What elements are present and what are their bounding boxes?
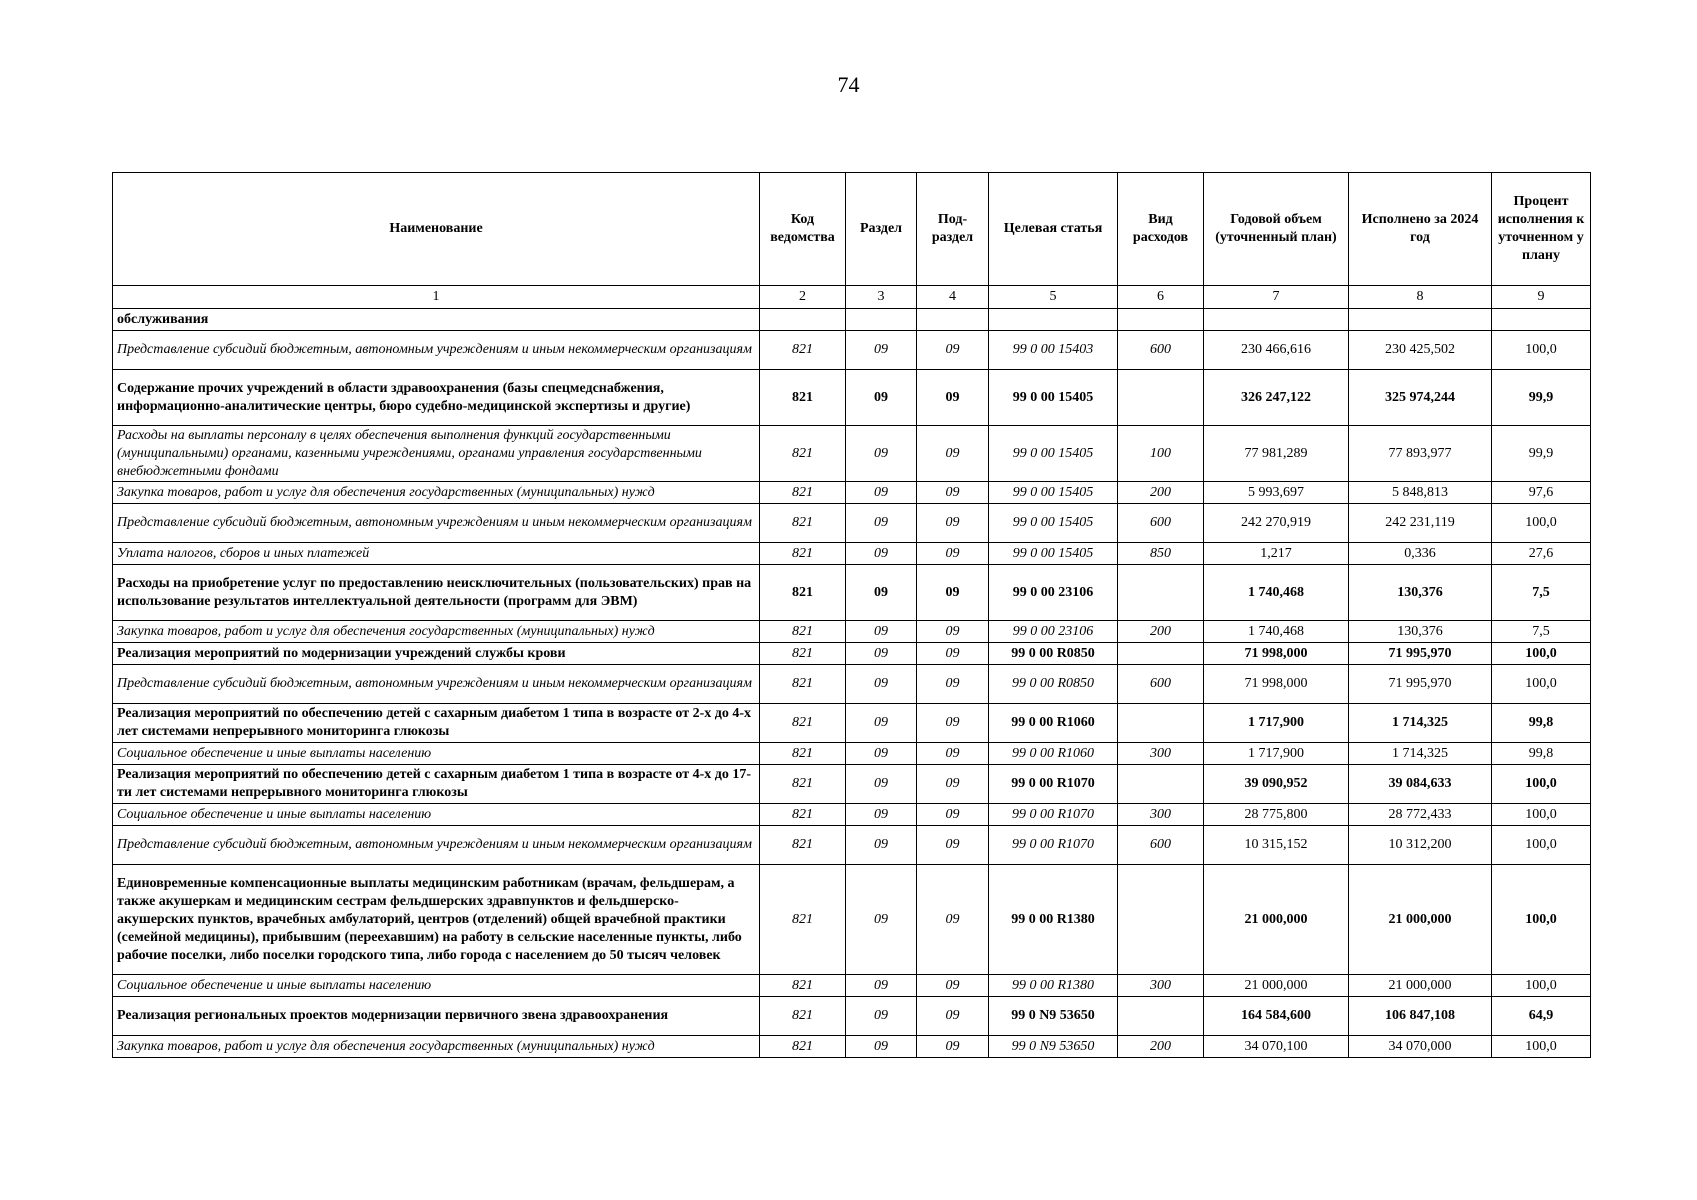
- row-subsection: 09: [917, 482, 989, 504]
- row-type: 300: [1118, 743, 1204, 765]
- row-type: 300: [1118, 975, 1204, 997]
- row-section: 09: [846, 826, 917, 865]
- header-code: Код ведомства: [760, 173, 846, 286]
- row-percent: 64,9: [1492, 997, 1591, 1036]
- header-executed: Исполнено за 2024 год: [1349, 173, 1492, 286]
- row-type: [1118, 565, 1204, 621]
- table-row: [113, 482, 1591, 504]
- row-plan: 1 740,468: [1204, 621, 1349, 643]
- row-section: 09: [846, 1036, 917, 1058]
- row-type: [1118, 865, 1204, 975]
- column-number: 2: [760, 286, 846, 309]
- row-code: 821: [760, 504, 846, 543]
- row-target: 99 0 00 23106: [989, 565, 1118, 621]
- table-row: [113, 426, 1591, 482]
- row-name: Закупка товаров, работ и услуг для обеспечения государственных (муниципальных) нужд: [113, 482, 760, 504]
- row-section: [846, 309, 917, 331]
- row-name: Уплата налогов, сборов и иных платежей: [113, 543, 760, 565]
- table-header-row: [113, 173, 1591, 286]
- row-subsection: 09: [917, 643, 989, 665]
- row-type: [1118, 765, 1204, 804]
- table-row: [113, 1036, 1591, 1058]
- row-plan: 1 717,900: [1204, 704, 1349, 743]
- row-executed: [1349, 309, 1492, 331]
- row-type: [1118, 309, 1204, 331]
- row-executed: 230 425,502: [1349, 331, 1492, 370]
- row-type: 100: [1118, 426, 1204, 482]
- row-section: 09: [846, 621, 917, 643]
- row-name: Закупка товаров, работ и услуг для обеспечения государственных (муниципальных) нужд: [113, 1036, 760, 1058]
- row-code: 821: [760, 1036, 846, 1058]
- row-code: 821: [760, 743, 846, 765]
- row-section: 09: [846, 543, 917, 565]
- row-percent: 100,0: [1492, 643, 1591, 665]
- row-subsection: 09: [917, 826, 989, 865]
- row-type: 600: [1118, 665, 1204, 704]
- table-row: [113, 804, 1591, 826]
- row-section: 09: [846, 504, 917, 543]
- column-number: 9: [1492, 286, 1591, 309]
- row-executed: 130,376: [1349, 621, 1492, 643]
- row-target: 99 0 00 R1070: [989, 804, 1118, 826]
- row-code: [760, 309, 846, 331]
- row-type: 600: [1118, 331, 1204, 370]
- row-code: 821: [760, 426, 846, 482]
- row-code: 821: [760, 621, 846, 643]
- row-type: [1118, 643, 1204, 665]
- row-target: 99 0 00 R1060: [989, 704, 1118, 743]
- row-executed: 39 084,633: [1349, 765, 1492, 804]
- row-plan: [1204, 309, 1349, 331]
- row-section: 09: [846, 804, 917, 826]
- row-code: 821: [760, 331, 846, 370]
- table-row: [113, 997, 1591, 1036]
- row-target: 99 0 00 R0850: [989, 643, 1118, 665]
- row-subsection: 09: [917, 997, 989, 1036]
- header-subsection: Под-раздел: [917, 173, 989, 286]
- row-percent: 100,0: [1492, 1036, 1591, 1058]
- row-name: Представление субсидий бюджетным, автономным учреждениям и иным некоммерческим организациям: [113, 504, 760, 543]
- row-percent: 99,8: [1492, 743, 1591, 765]
- table-row: [113, 331, 1591, 370]
- row-subsection: [917, 309, 989, 331]
- table-row: [113, 665, 1591, 704]
- row-subsection: 09: [917, 621, 989, 643]
- row-subsection: 09: [917, 704, 989, 743]
- row-plan: 164 584,600: [1204, 997, 1349, 1036]
- row-section: 09: [846, 665, 917, 704]
- row-section: 09: [846, 865, 917, 975]
- row-type: 200: [1118, 1036, 1204, 1058]
- row-target: [989, 309, 1118, 331]
- row-type: [1118, 704, 1204, 743]
- row-target: 99 0 00 R1070: [989, 826, 1118, 865]
- header-type: Вид расходов: [1118, 173, 1204, 286]
- table-row: [113, 504, 1591, 543]
- row-plan: 71 998,000: [1204, 665, 1349, 704]
- row-plan: 5 993,697: [1204, 482, 1349, 504]
- column-number: 8: [1349, 286, 1492, 309]
- header-section: Раздел: [846, 173, 917, 286]
- header-percent: Процент исполнения к уточненном у плану: [1492, 173, 1591, 286]
- row-plan: 10 315,152: [1204, 826, 1349, 865]
- row-name: Реализация мероприятий по обеспечению детей с сахарным диабетом 1 типа в возрасте от 2-х до 4-х лет системами непрерывного мониторинга глюкозы: [113, 704, 760, 743]
- row-executed: 0,336: [1349, 543, 1492, 565]
- row-plan: 39 090,952: [1204, 765, 1349, 804]
- row-code: 821: [760, 865, 846, 975]
- row-percent: 97,6: [1492, 482, 1591, 504]
- row-executed: 21 000,000: [1349, 975, 1492, 997]
- row-name: Расходы на приобретение услуг по предоставлению неисключительных (пользовательских) прав на использование результатов интеллектуальной деятельности (программ для ЭВМ): [113, 565, 760, 621]
- row-percent: 100,0: [1492, 826, 1591, 865]
- row-code: 821: [760, 997, 846, 1036]
- row-name: Представление субсидий бюджетным, автономным учреждениям и иным некоммерческим организациям: [113, 665, 760, 704]
- page-number: 74: [837, 72, 860, 97]
- row-type: 600: [1118, 826, 1204, 865]
- row-subsection: 09: [917, 975, 989, 997]
- column-number: 4: [917, 286, 989, 309]
- row-percent: 99,8: [1492, 704, 1591, 743]
- row-target: 99 0 00 R1070: [989, 765, 1118, 804]
- row-type: 600: [1118, 504, 1204, 543]
- row-executed: 28 772,433: [1349, 804, 1492, 826]
- row-percent: 7,5: [1492, 621, 1591, 643]
- row-subsection: 09: [917, 370, 989, 426]
- table-row: [113, 565, 1591, 621]
- row-executed: 10 312,200: [1349, 826, 1492, 865]
- row-code: 821: [760, 370, 846, 426]
- row-type: 300: [1118, 804, 1204, 826]
- row-target: 99 0 00 15405: [989, 482, 1118, 504]
- row-subsection: 09: [917, 865, 989, 975]
- row-code: 821: [760, 704, 846, 743]
- row-executed: 106 847,108: [1349, 997, 1492, 1036]
- row-name: Представление субсидий бюджетным, автономным учреждениям и иным некоммерческим организациям: [113, 826, 760, 865]
- row-subsection: 09: [917, 804, 989, 826]
- row-code: 821: [760, 975, 846, 997]
- row-executed: 77 893,977: [1349, 426, 1492, 482]
- row-subsection: 09: [917, 426, 989, 482]
- column-number: 5: [989, 286, 1118, 309]
- row-code: 821: [760, 826, 846, 865]
- row-executed: 242 231,119: [1349, 504, 1492, 543]
- column-number-row: [113, 286, 1591, 309]
- row-name: Содержание прочих учреждений в области здравоохранения (базы спецмедснабжения, информационно-аналитические центры, бюро судебно-медицинской экспертизы и другие): [113, 370, 760, 426]
- row-plan: 34 070,100: [1204, 1036, 1349, 1058]
- table-row: [113, 309, 1591, 331]
- row-name: Реализация региональных проектов модернизации первичного звена здравоохранения: [113, 997, 760, 1036]
- row-plan: 242 270,919: [1204, 504, 1349, 543]
- row-plan: 21 000,000: [1204, 975, 1349, 997]
- column-number: 3: [846, 286, 917, 309]
- budget-execution-table: [112, 172, 1591, 1058]
- row-percent: [1492, 309, 1591, 331]
- row-subsection: 09: [917, 765, 989, 804]
- row-subsection: 09: [917, 331, 989, 370]
- row-section: 09: [846, 426, 917, 482]
- row-name: Социальное обеспечение и иные выплаты населению: [113, 743, 760, 765]
- row-section: 09: [846, 997, 917, 1036]
- row-target: 99 0 00 R0850: [989, 665, 1118, 704]
- row-target: 99 0 N9 53650: [989, 997, 1118, 1036]
- row-executed: 325 974,244: [1349, 370, 1492, 426]
- row-name: Расходы на выплаты персоналу в целях обеспечения выполнения функций государственными (муниципальными) органами, казенными учреждениями, органами управления государственными внебюджетными фондами: [113, 426, 760, 482]
- row-name: Закупка товаров, работ и услуг для обеспечения государственных (муниципальных) нужд: [113, 621, 760, 643]
- row-subsection: 09: [917, 565, 989, 621]
- row-executed: 21 000,000: [1349, 865, 1492, 975]
- table-row: [113, 765, 1591, 804]
- row-name: Реализация мероприятий по модернизации учреждений службы крови: [113, 643, 760, 665]
- row-percent: 7,5: [1492, 565, 1591, 621]
- row-subsection: 09: [917, 743, 989, 765]
- row-target: 99 0 00 R1380: [989, 975, 1118, 997]
- row-code: 821: [760, 665, 846, 704]
- row-target: 99 0 00 15405: [989, 543, 1118, 565]
- row-section: 09: [846, 704, 917, 743]
- row-section: 09: [846, 482, 917, 504]
- column-number: 6: [1118, 286, 1204, 309]
- row-target: 99 0 00 15405: [989, 370, 1118, 426]
- row-section: 09: [846, 643, 917, 665]
- row-subsection: 09: [917, 504, 989, 543]
- row-plan: 1,217: [1204, 543, 1349, 565]
- table-row: [113, 543, 1591, 565]
- row-type: [1118, 370, 1204, 426]
- row-name: Реализация мероприятий по обеспечению детей с сахарным диабетом 1 типа в возрасте от 4-х до 17-ти лет системами непрерывного мониторинга глюкозы: [113, 765, 760, 804]
- row-percent: 99,9: [1492, 426, 1591, 482]
- row-code: 821: [760, 643, 846, 665]
- row-plan: 1 717,900: [1204, 743, 1349, 765]
- row-target: 99 0 00 R1380: [989, 865, 1118, 975]
- table-row: [113, 975, 1591, 997]
- row-executed: 5 848,813: [1349, 482, 1492, 504]
- row-executed: 1 714,325: [1349, 704, 1492, 743]
- row-subsection: 09: [917, 1036, 989, 1058]
- row-name: Единовременные компенсационные выплаты медицинским работникам (врачам, фельдшерам, а также акушеркам и медицинским сестрам фельдшерских здравпунктов и фельдшерско-акушерских пунктов, врачебных амбулаторий, центров (отделений) общей врачебной практики (семейной медицины), прибывшим (переехавшим) на работу в сельские населенные пункты, либо рабочие поселки, либо поселки городского типа, либо города с населением до 50 тысяч человек: [113, 865, 760, 975]
- row-name: Представление субсидий бюджетным, автономным учреждениям и иным некоммерческим организациям: [113, 331, 760, 370]
- row-plan: 326 247,122: [1204, 370, 1349, 426]
- row-executed: 34 070,000: [1349, 1036, 1492, 1058]
- row-type: [1118, 997, 1204, 1036]
- header-name: Наименование: [113, 173, 760, 286]
- row-section: 09: [846, 565, 917, 621]
- row-name: Социальное обеспечение и иные выплаты населению: [113, 804, 760, 826]
- table-row: [113, 826, 1591, 865]
- row-section: 09: [846, 331, 917, 370]
- row-type: 850: [1118, 543, 1204, 565]
- row-code: 821: [760, 482, 846, 504]
- row-code: 821: [760, 565, 846, 621]
- row-section: 09: [846, 765, 917, 804]
- row-code: 821: [760, 543, 846, 565]
- row-plan: 21 000,000: [1204, 865, 1349, 975]
- row-target: 99 0 00 15403: [989, 331, 1118, 370]
- row-target: 99 0 00 23106: [989, 621, 1118, 643]
- table-row: [113, 643, 1591, 665]
- row-percent: 100,0: [1492, 865, 1591, 975]
- row-target: 99 0 N9 53650: [989, 1036, 1118, 1058]
- row-code: 821: [760, 804, 846, 826]
- row-plan: 1 740,468: [1204, 565, 1349, 621]
- column-number: 1: [113, 286, 760, 309]
- row-name: Социальное обеспечение и иные выплаты населению: [113, 975, 760, 997]
- row-plan: 230 466,616: [1204, 331, 1349, 370]
- row-plan: 71 998,000: [1204, 643, 1349, 665]
- header-plan: Годовой объем (уточненный план): [1204, 173, 1349, 286]
- row-section: 09: [846, 975, 917, 997]
- row-percent: 100,0: [1492, 665, 1591, 704]
- row-percent: 100,0: [1492, 504, 1591, 543]
- table-row: [113, 704, 1591, 743]
- table-row: [113, 865, 1591, 975]
- row-subsection: 09: [917, 543, 989, 565]
- row-target: 99 0 00 R1060: [989, 743, 1118, 765]
- table-row: [113, 370, 1591, 426]
- header-target: Целевая статья: [989, 173, 1118, 286]
- row-section: 09: [846, 370, 917, 426]
- row-subsection: 09: [917, 665, 989, 704]
- row-percent: 100,0: [1492, 765, 1591, 804]
- row-percent: 100,0: [1492, 331, 1591, 370]
- row-section: 09: [846, 743, 917, 765]
- row-executed: 130,376: [1349, 565, 1492, 621]
- row-name: обслуживания: [113, 309, 760, 331]
- row-plan: 28 775,800: [1204, 804, 1349, 826]
- row-code: 821: [760, 765, 846, 804]
- row-type: 200: [1118, 482, 1204, 504]
- row-executed: 71 995,970: [1349, 665, 1492, 704]
- row-percent: 100,0: [1492, 804, 1591, 826]
- row-percent: 100,0: [1492, 975, 1591, 997]
- row-executed: 71 995,970: [1349, 643, 1492, 665]
- row-percent: 27,6: [1492, 543, 1591, 565]
- row-percent: 99,9: [1492, 370, 1591, 426]
- table-row: [113, 621, 1591, 643]
- table-row: [113, 743, 1591, 765]
- row-type: 200: [1118, 621, 1204, 643]
- row-target: 99 0 00 15405: [989, 426, 1118, 482]
- row-executed: 1 714,325: [1349, 743, 1492, 765]
- column-number: 7: [1204, 286, 1349, 309]
- row-plan: 77 981,289: [1204, 426, 1349, 482]
- row-target: 99 0 00 15405: [989, 504, 1118, 543]
